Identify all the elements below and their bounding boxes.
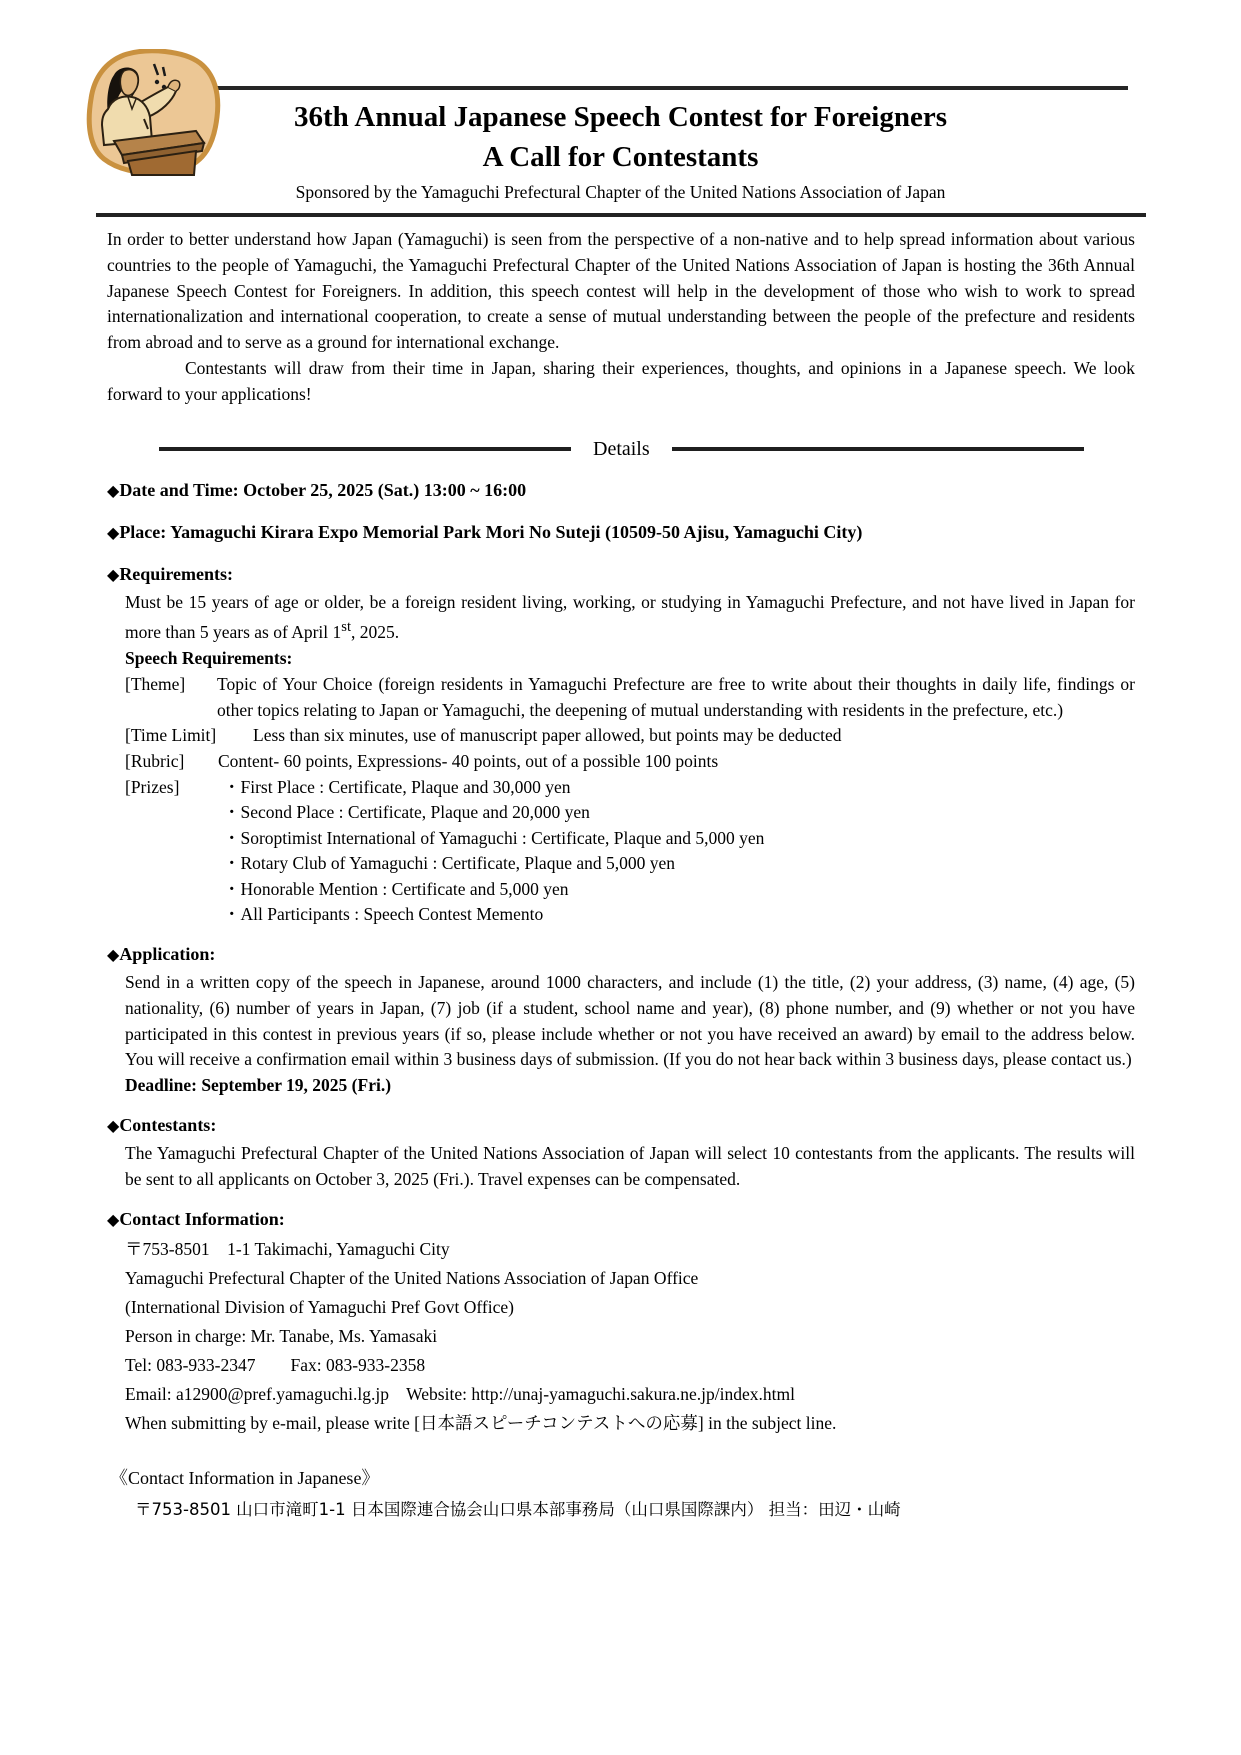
bullet-icon: ・ (223, 776, 241, 797)
prize-item (223, 775, 764, 801)
japanese-contact-line: 〒753-8501 山口市滝町1-1 日本国際連合協会山口県本部事務局（山口県国際課内） 担当：田辺・山崎 (135, 1499, 901, 1519)
date-time-heading (107, 476, 1135, 506)
contact-heading-text: Contact Information: (119, 1208, 285, 1229)
application-heading-text: Application: (119, 943, 216, 964)
bullet-icon: ・ (223, 904, 241, 925)
prize-item-text: Honorable Mention : Certificate and 5,000 yen (240, 878, 569, 899)
bullet-icon: ・ (223, 802, 241, 823)
prizes-list (223, 775, 764, 928)
prize-item-text: Rotary Club of Yamaguchi : Certificate, Plaque and 5,000 yen (240, 853, 676, 874)
details-rule-right (672, 447, 1084, 451)
prize-item-text: All Participants : Speech Contest Memento (240, 904, 544, 925)
contact-email-website-line: Email: a12900@pref.yamaguchi.lg.jp Website: http://unaj-yamaguchi.sakura.ne.jp/index.html (125, 1383, 795, 1404)
requirements-heading (107, 560, 1135, 590)
prizes-row (125, 775, 1135, 928)
page-title: 36th Annual Japanese Speech Contest for Foreigners (293, 101, 948, 133)
bullet-icon: ・ (223, 878, 241, 899)
intro-paragraph-1: In order to better understand how Japan (Yamaguchi) is seen from the perspective of a non-native and to help spread information about various countries to the people of Yamaguchi, the Yamaguchi Prefectural Chapter of the United Nations Association of Japan is hosting the 36th Annual Japanese Speech Contest for Foreigners. In addition, this speech contest will help in the development of those who wish to work to spread internationalization and international cooperation, to create a sense of mutual understanding between the people of the prefecture and residents from abroad and to serve as a ground for international exchange. (107, 229, 1135, 353)
contact-heading (107, 1205, 1135, 1235)
requirements-body-text: Must be 15 years of age or older, be a foreign resident living, working, or studying in Yamaguchi Prefecture, and not have lived in Japan for more than 5 years as of April 1 (125, 591, 1135, 643)
section-date-time (107, 476, 1135, 506)
details-rule-left (159, 447, 571, 451)
header-rule (148, 86, 1128, 90)
diamond-icon: ◆ (107, 946, 120, 964)
prize-item (223, 902, 764, 928)
application-body: Send in a written copy of the speech in Japanese, around 1000 characters, and include (1) the title, (2) your address, (3) name, (4) age, (5) nationality, (6) number of years in Japan, (7) job (if a student, school name and year), (8) phone number, and (9) whether or not you have participated in this contest in previous years (if so, please include whether or not you have received an award) by email to the address below. You will receive a confirmation email within 3 business days of submission. (If you do not hear back within 3 business days, please contact us.) (125, 971, 1135, 1070)
contestants-heading (107, 1111, 1135, 1141)
diamond-icon: ◆ (107, 1211, 120, 1229)
time-limit-text: Less than six minutes, use of manuscript paper allowed, but points may be deducted (253, 725, 842, 746)
prize-item (223, 800, 764, 826)
document-body (107, 227, 1135, 1522)
details-divider (107, 434, 1135, 464)
bullet-icon: ・ (223, 853, 241, 874)
section-contestants (107, 1111, 1135, 1193)
diamond-icon: ◆ (107, 524, 120, 542)
rubric-row (125, 749, 1135, 775)
bullet-icon: ・ (223, 827, 241, 848)
requirements-body (125, 590, 1135, 646)
contact-tel-fax-line: Tel: 083-933-2347 Fax: 083-933-2358 (125, 1354, 426, 1375)
page-subtitle: A Call for Contestants (482, 141, 759, 173)
sponsor-rule (96, 213, 1146, 217)
details-heading: Details (593, 437, 650, 460)
deadline-line: Deadline: September 19, 2025 (Fri.) (125, 1075, 392, 1096)
time-limit-row (125, 723, 1135, 749)
application-heading (107, 940, 1135, 970)
contestants-body: The Yamaguchi Prefectural Chapter of the United Nations Association of Japan will select 10 contestants from the applicants. The results will be sent to all applicants on October 3, 2025 (Fri.). Travel expenses can be compensated. (125, 1142, 1135, 1189)
contact-subject-line: When submitting by e-mail, please write [日本語スピーチコンテストへの応募] in the subject line. (125, 1412, 837, 1433)
contestants-heading-text: Contestants: (119, 1114, 217, 1135)
section-requirements (107, 560, 1135, 928)
requirements-body-tail: , 2025. (351, 622, 400, 643)
contact-division-line: (International Division of Yamaguchi Pref Govt Office) (125, 1296, 514, 1317)
diamond-icon: ◆ (107, 482, 120, 500)
contact-address-line: 〒753-8501 1-1 Takimachi, Yamaguchi City (125, 1238, 450, 1259)
section-application (107, 940, 1135, 1099)
place-text: Place: Yamaguchi Kirara Expo Memorial Park Mori No Suteji (10509-50 Ajisu, Yamaguchi City) (119, 521, 863, 542)
prize-item (223, 851, 764, 877)
place-heading (107, 518, 1135, 548)
diamond-icon: ◆ (107, 566, 120, 584)
sponsor-line: Sponsored by the Yamaguchi Prefectural Chapter of the United Nations Association of Japan (295, 182, 946, 202)
rubric-text: Content- 60 points, Expressions- 40 points, out of a possible 100 points (218, 751, 719, 772)
date-time-text: Date and Time: October 25, 2025 (Sat.) 13:00 ~ 16:00 (119, 479, 527, 500)
prize-item-text: First Place : Certificate, Plaque and 30,000 yen (240, 776, 571, 797)
contact-org-line: Yamaguchi Prefectural Chapter of the United Nations Association of Japan Office (125, 1267, 699, 1288)
podium-speaker-icon (84, 49, 225, 177)
ordinal-superscript: st (341, 619, 351, 636)
diamond-icon: ◆ (107, 1117, 120, 1135)
prize-item (223, 826, 764, 852)
section-contact (107, 1205, 1135, 1438)
theme-row (125, 672, 1135, 724)
contact-person-line: Person in charge: Mr. Tanabe, Ms. Yamasaki (125, 1325, 438, 1346)
requirements-heading-text: Requirements: (119, 563, 233, 584)
intro-paragraph-2: Contestants will draw from their time in Japan, sharing their experiences, thoughts, and opinions in a Japanese speech. We look forward to your applications! (107, 357, 1135, 404)
prize-item (223, 877, 764, 903)
rubric-label: [Rubric] (125, 751, 185, 772)
theme-label: [Theme] (125, 673, 186, 694)
japanese-contact-block (107, 1464, 1135, 1522)
section-place (107, 518, 1135, 548)
prize-item-text: Second Place : Certificate, Plaque and 20,000 yen (240, 802, 590, 823)
prize-item-text: Soroptimist International of Yamaguchi : Certificate, Plaque and 5,000 yen (240, 827, 765, 848)
japanese-contact-heading: 《Contact Information in Japanese》 (110, 1467, 380, 1488)
speech-requirements-heading: Speech Requirements: (125, 648, 293, 668)
time-limit-label: [Time Limit] (125, 725, 217, 746)
theme-text: Topic of Your Choice (foreign residents in Yamaguchi Prefecture are free to write about their thoughts in daily life, findings or other topics relating to Japan or Yamaguchi, the deepening of mutual understanding with residents in the prefecture, etc.) (217, 673, 1135, 720)
prizes-label: [Prizes] (125, 776, 180, 797)
